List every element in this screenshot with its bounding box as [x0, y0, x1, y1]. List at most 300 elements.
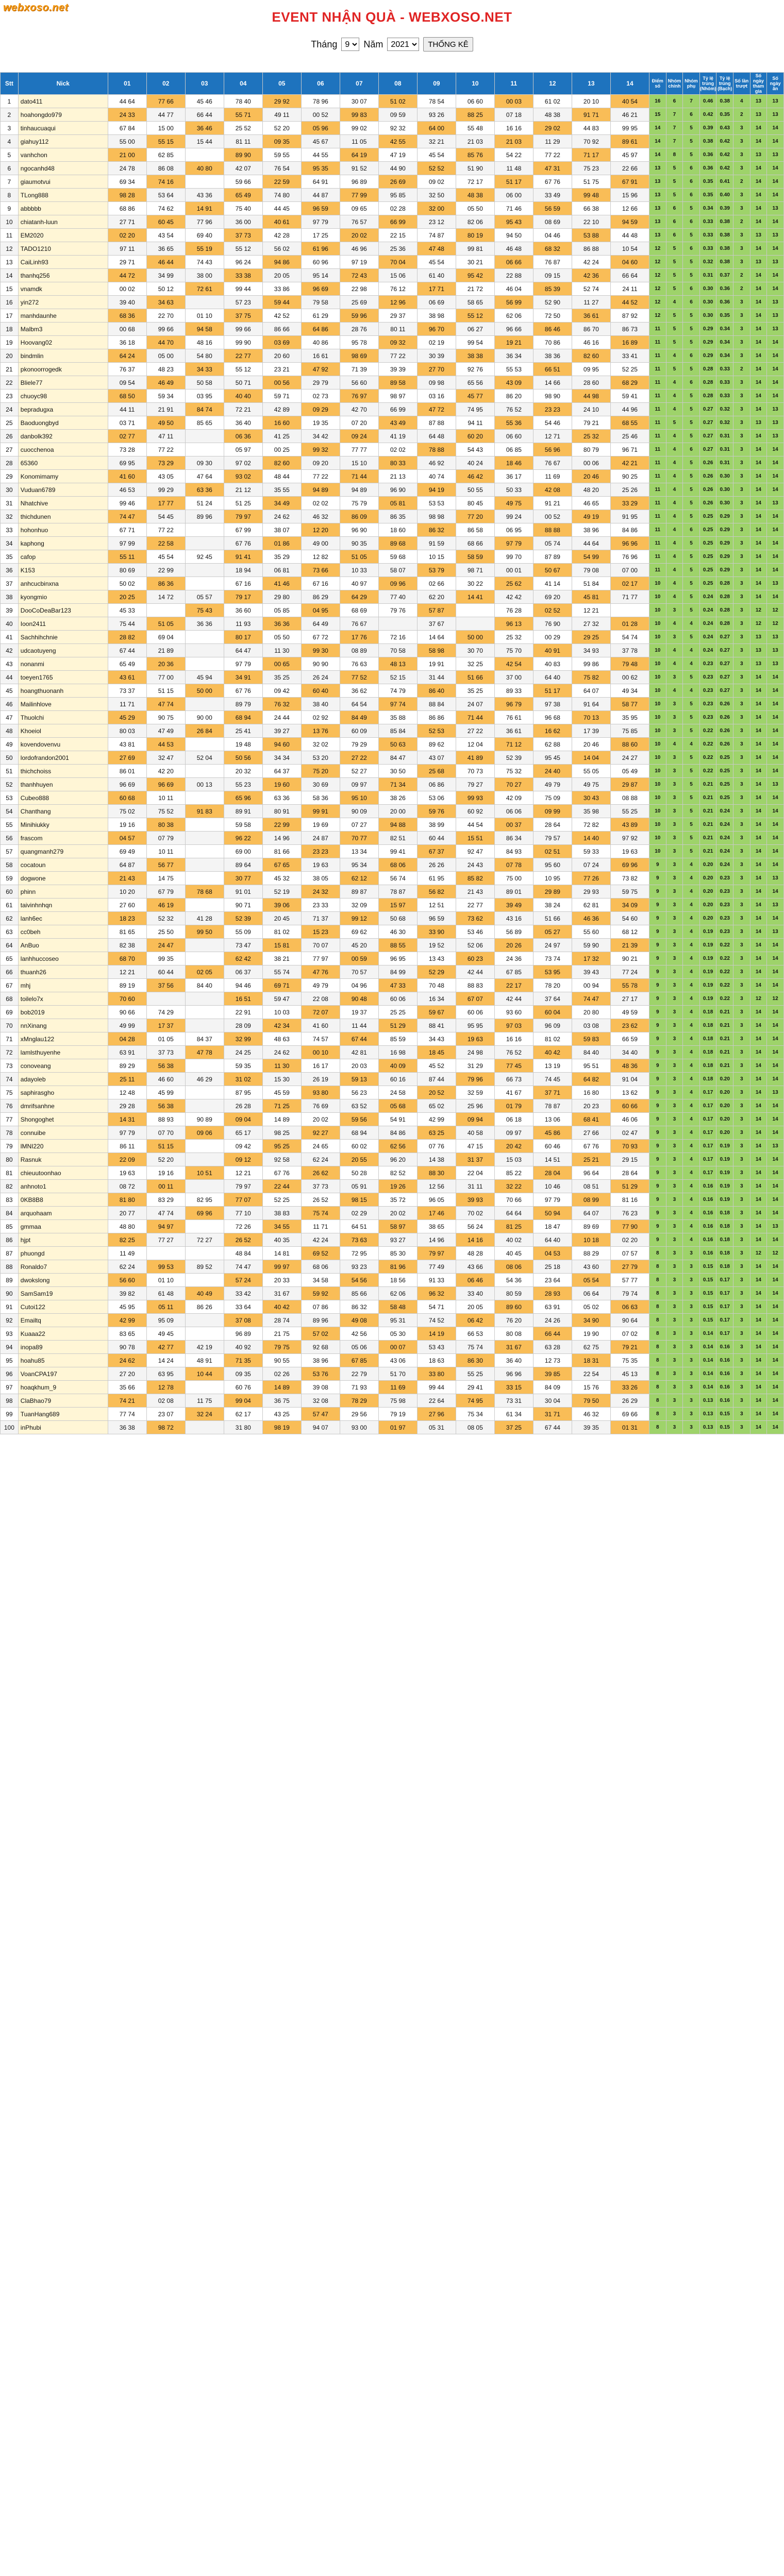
stat-cell: 0.25	[716, 778, 733, 791]
day-cell: 06 37	[224, 965, 262, 979]
day-cell: 90 66	[108, 1006, 146, 1019]
day-cell: 51 17	[533, 684, 572, 698]
stat-cell: 0.17	[699, 1126, 716, 1140]
day-cell: 65 56	[456, 376, 494, 389]
stat-cell: 0.24	[716, 805, 733, 818]
table-row	[1, 872, 784, 885]
stat-cell: 14	[750, 1381, 767, 1394]
stat-cell: 14	[750, 1260, 767, 1274]
stat-cell: 0.15	[716, 1421, 733, 1434]
day-cell: 52 53	[417, 724, 456, 738]
nick-cell: pkonoorrogedk	[18, 363, 108, 376]
day-cell: 68 36	[108, 309, 146, 323]
row-index: 43	[1, 657, 19, 671]
day-cell: 60 23	[456, 952, 494, 965]
day-cell: 38 24	[533, 899, 572, 912]
day-cell: 52 74	[572, 282, 610, 296]
day-cell: 43 60	[572, 1260, 610, 1274]
stat-cell: 0.18	[716, 1247, 733, 1260]
day-cell: 17 77	[146, 497, 185, 510]
column-header: 13	[572, 73, 610, 95]
day-cell: 25 36	[378, 242, 417, 256]
row-index: 20	[1, 349, 19, 363]
day-cell: 97 38	[533, 698, 572, 711]
day-cell: 84 86	[610, 523, 649, 537]
day-cell: 18 45	[417, 1046, 456, 1059]
day-cell: 51 75	[572, 175, 610, 189]
stat-cell: 3	[666, 885, 683, 899]
day-cell: 76 67	[340, 617, 378, 631]
day-cell: 26 62	[301, 1166, 340, 1180]
day-cell: 82 60	[572, 349, 610, 363]
stat-cell: 5	[683, 550, 700, 564]
day-cell: 48 16	[185, 336, 224, 349]
stat-cell: 14	[750, 1274, 767, 1287]
day-cell: 89 33	[494, 684, 533, 698]
day-cell: 56 60	[340, 376, 378, 389]
stat-cell: 12	[649, 269, 666, 282]
day-cell: 29 92	[262, 95, 301, 108]
stat-cell: 14	[767, 1166, 784, 1180]
day-cell: 93 23	[340, 1260, 378, 1274]
day-cell: 69 71	[262, 979, 301, 992]
day-cell: 24 87	[301, 832, 340, 845]
stat-cell: 9	[649, 965, 666, 979]
day-cell: 45 81	[572, 590, 610, 604]
row-index: 53	[1, 791, 19, 805]
stat-cell: 3	[666, 1166, 683, 1180]
table-row	[1, 1113, 784, 1126]
day-cell: 87 95	[224, 1086, 262, 1099]
stat-cell: 9	[649, 1180, 666, 1193]
day-cell: 06 06	[494, 805, 533, 818]
stat-cell: 6	[683, 443, 700, 456]
stat-cell: 14	[767, 1367, 784, 1381]
day-cell: 70 73	[456, 765, 494, 778]
stat-cell: 0.18	[699, 1059, 716, 1073]
stat-cell: 14	[767, 1381, 784, 1394]
stat-cell: 14	[767, 175, 784, 189]
stat-cell: 0.42	[716, 162, 733, 175]
stat-cell: 9	[649, 1140, 666, 1153]
day-cell: 68 94	[224, 711, 262, 724]
stat-cell: 14	[767, 832, 784, 845]
day-cell: 42 81	[340, 1046, 378, 1059]
stat-cell: 11	[649, 389, 666, 403]
day-cell: 91 21	[533, 497, 572, 510]
day-cell: 86 01	[108, 765, 146, 778]
day-cell: 57 87	[417, 604, 456, 617]
table-row	[1, 497, 784, 510]
stat-cell: 0.19	[699, 925, 716, 939]
day-cell: 66 73	[494, 1073, 533, 1086]
day-cell: 59 68	[378, 550, 417, 564]
stat-cell: 0.17	[716, 1287, 733, 1300]
stat-cell: 3	[666, 1327, 683, 1341]
table-row	[1, 135, 784, 148]
day-cell: 45 95	[108, 1300, 146, 1314]
day-cell: 19 16	[108, 818, 146, 832]
day-cell: 59 67	[417, 1006, 456, 1019]
row-index: 3	[1, 122, 19, 135]
day-cell: 90 71	[224, 899, 262, 912]
day-cell: 02 73	[301, 389, 340, 403]
stat-cell: 5	[683, 818, 700, 832]
day-cell: 69 52	[301, 1247, 340, 1260]
stat-cell: 9	[649, 1086, 666, 1099]
day-cell: 59 75	[610, 885, 649, 899]
day-cell: 31 67	[262, 1287, 301, 1300]
stat-cell: 5	[683, 229, 700, 242]
day-cell: 10 20	[108, 885, 146, 899]
day-cell: 95 34	[340, 858, 378, 872]
day-cell: 51 15	[146, 1140, 185, 1153]
day-cell: 14 72	[146, 590, 185, 604]
day-cell: 10 18	[572, 1233, 610, 1247]
stat-cell: 14	[767, 858, 784, 872]
day-cell: 00 29	[533, 631, 572, 644]
stat-cell: 14	[767, 483, 784, 497]
stat-cell: 0.16	[699, 1247, 716, 1260]
row-index: 31	[1, 497, 19, 510]
stat-cell: 0.27	[716, 657, 733, 671]
row-index: 25	[1, 416, 19, 430]
stat-cell: 6	[666, 202, 683, 215]
stat-cell: 3	[666, 1019, 683, 1032]
day-cell: 04 57	[108, 832, 146, 845]
day-cell: 86 30	[456, 1354, 494, 1367]
stat-cell: 4	[683, 1233, 700, 1247]
stat-cell: 14	[767, 818, 784, 832]
day-cell: 69 34	[108, 175, 146, 189]
nick-cell: Baoduongbyd	[18, 416, 108, 430]
day-cell: 43 49	[378, 416, 417, 430]
stat-cell: 9	[649, 912, 666, 925]
site-logo[interactable]: webxoso.net	[3, 2, 69, 13]
day-cell: 32 24	[185, 1408, 224, 1421]
day-cell: 42 77	[146, 1341, 185, 1354]
stat-cell: 9	[649, 1046, 666, 1059]
stat-cell: 0.24	[699, 631, 716, 644]
day-cell: 14 51	[533, 1153, 572, 1166]
stat-cell: 14	[750, 952, 767, 965]
day-cell: 41 60	[108, 470, 146, 483]
day-cell: 44 48	[610, 229, 649, 242]
stat-cell: 4	[683, 965, 700, 979]
stat-cell: 5	[666, 256, 683, 269]
day-cell: 75 34	[456, 1408, 494, 1421]
day-cell: 77 40	[378, 590, 417, 604]
stat-cell: 3	[733, 148, 750, 162]
day-cell: 24 43	[456, 858, 494, 872]
stat-cell: 14	[767, 135, 784, 148]
stat-cell: 3	[683, 1314, 700, 1327]
day-cell: 46 48	[494, 242, 533, 256]
stat-cell: 11	[649, 537, 666, 550]
day-cell: 45 29	[108, 711, 146, 724]
day-cell: 42 34	[262, 1019, 301, 1032]
stat-cell: 13	[767, 202, 784, 215]
day-cell	[185, 765, 224, 778]
day-cell: 44 90	[378, 162, 417, 175]
day-cell: 91 33	[417, 1274, 456, 1287]
stat-cell: 14	[767, 1019, 784, 1032]
stat-cell: 0.26	[699, 497, 716, 510]
day-cell	[185, 1247, 224, 1260]
stat-cell: 0.19	[699, 965, 716, 979]
stat-cell: 9	[649, 1207, 666, 1220]
stat-cell: 3	[733, 1220, 750, 1233]
stat-cell: 0.22	[716, 939, 733, 952]
stat-cell: 3	[666, 1046, 683, 1059]
stat-cell: 0.16	[699, 1220, 716, 1233]
day-cell: 59 34	[146, 389, 185, 403]
day-cell: 43 54	[146, 229, 185, 242]
day-cell: 74 95	[456, 1394, 494, 1408]
table-row	[1, 925, 784, 939]
day-cell: 02 77	[108, 430, 146, 443]
day-cell: 21 75	[262, 1327, 301, 1341]
month-select[interactable]	[341, 38, 359, 51]
day-cell: 06 00	[494, 189, 533, 202]
table-row	[1, 510, 784, 523]
day-cell: 81 25	[494, 1220, 533, 1233]
nick-cell: Konomimamy	[18, 470, 108, 483]
day-cell: 79 21	[572, 416, 610, 430]
day-cell: 48 13	[378, 657, 417, 671]
nick-cell: quangmanh279	[18, 845, 108, 858]
day-cell: 86 32	[340, 1300, 378, 1314]
day-cell: 90 89	[185, 1113, 224, 1126]
stat-cell: 4	[683, 1073, 700, 1086]
stat-cell: 3	[666, 939, 683, 952]
table-row	[1, 1300, 784, 1314]
row-index: 30	[1, 483, 19, 497]
day-cell: 40 54	[610, 95, 649, 108]
day-cell: 53 53	[417, 497, 456, 510]
day-cell: 51 02	[378, 95, 417, 108]
day-cell: 97 79	[301, 215, 340, 229]
day-cell: 04 53	[533, 1247, 572, 1260]
stat-cell: 5	[683, 564, 700, 577]
day-cell: 19 90	[572, 1327, 610, 1341]
stat-cell: 3	[733, 832, 750, 845]
stat-cell: 14	[767, 1059, 784, 1073]
table-row	[1, 1367, 784, 1381]
stat-cell: 0.15	[699, 1274, 716, 1287]
day-cell: 34 91	[224, 671, 262, 684]
stat-cell: 3	[733, 456, 750, 470]
day-cell: 75 44	[108, 617, 146, 631]
day-cell: 44 96	[610, 403, 649, 416]
table-row	[1, 215, 784, 229]
day-cell: 50 63	[378, 738, 417, 751]
day-cell: 33 80	[417, 1367, 456, 1381]
stat-cell: 14	[750, 858, 767, 872]
stat-cell: 3	[733, 1421, 750, 1434]
day-cell: 55 11	[108, 550, 146, 564]
day-cell: 27 70	[417, 363, 456, 376]
stat-cell: 13	[767, 577, 784, 590]
day-cell: 00 65	[262, 657, 301, 671]
day-cell: 22 44	[262, 1180, 301, 1193]
stat-cell: 0.19	[699, 939, 716, 952]
day-cell: 66 53	[456, 1327, 494, 1341]
stat-cell: 0.43	[716, 122, 733, 135]
day-cell: 56 96	[533, 443, 572, 456]
table-row	[1, 564, 784, 577]
day-cell: 62 06	[494, 309, 533, 323]
day-cell: 76 57	[340, 215, 378, 229]
stat-cell: 13	[767, 309, 784, 323]
day-cell: 34 99	[146, 269, 185, 282]
day-cell: 29 25	[572, 631, 610, 644]
day-cell: 89 60	[494, 1300, 533, 1314]
day-cell: 74 57	[301, 1032, 340, 1046]
stat-cell: 0.24	[716, 832, 733, 845]
day-cell: 62 56	[378, 1140, 417, 1153]
day-cell: 29 89	[533, 885, 572, 899]
table-row	[1, 148, 784, 162]
day-cell: 06 66	[494, 256, 533, 269]
table-row	[1, 1032, 784, 1046]
day-cell: 45 52	[417, 1059, 456, 1073]
stat-cell: 13	[767, 323, 784, 336]
stat-cell: 0.27	[716, 644, 733, 657]
day-cell: 02 19	[417, 336, 456, 349]
day-cell: 15 03	[494, 1153, 533, 1166]
stat-cell: 13	[750, 108, 767, 122]
day-cell: 40 35	[262, 1233, 301, 1247]
day-cell: 68 66	[456, 537, 494, 550]
day-cell: 56 59	[533, 202, 572, 215]
stat-cell: 5	[683, 510, 700, 523]
year-select[interactable]	[387, 38, 419, 51]
stat-cell: 0.24	[716, 845, 733, 858]
day-cell: 64 47	[224, 644, 262, 657]
day-cell: 70 57	[340, 965, 378, 979]
day-cell: 84 09	[533, 1381, 572, 1394]
day-cell: 30 69	[301, 778, 340, 791]
day-cell: 88 55	[378, 939, 417, 952]
day-cell: 05 06	[340, 1341, 378, 1354]
stat-cell: 7	[666, 122, 683, 135]
day-cell: 64 64	[494, 1207, 533, 1220]
day-cell: 21 89	[146, 644, 185, 657]
day-cell: 50 00	[185, 684, 224, 698]
day-cell: 91 52	[340, 162, 378, 175]
stat-cell: 3	[683, 1274, 700, 1287]
day-cell: 11 69	[533, 470, 572, 483]
day-cell: 32 50	[417, 189, 456, 202]
nick-cell: Nhatchive	[18, 497, 108, 510]
nick-cell: Ronaldo7	[18, 1260, 108, 1274]
day-cell: 44 83	[572, 122, 610, 135]
day-cell: 44 55	[301, 148, 340, 162]
stat-cell: 4	[683, 1046, 700, 1059]
row-index: 23	[1, 389, 19, 403]
day-cell: 39 82	[108, 1287, 146, 1300]
stat-cell: 3	[733, 711, 750, 724]
stat-cell: 4	[683, 858, 700, 872]
day-cell: 45 94	[185, 671, 224, 684]
nick-cell: adayoleb	[18, 1073, 108, 1086]
stat-cell: 5	[666, 282, 683, 296]
day-cell: 93 60	[494, 1006, 533, 1019]
day-cell: 67 76	[224, 537, 262, 550]
stat-cell: 6	[683, 349, 700, 363]
day-cell: 77 07	[224, 1193, 262, 1207]
row-index: 5	[1, 148, 19, 162]
day-cell: 55 23	[224, 778, 262, 791]
stat-cell: 4	[683, 872, 700, 885]
day-cell: 54 45	[146, 510, 185, 523]
day-cell: 71 44	[456, 711, 494, 724]
day-cell: 36 40	[494, 1354, 533, 1367]
day-cell: 22 99	[262, 818, 301, 832]
day-cell: 36 61	[572, 309, 610, 323]
stat-cell: 0.21	[716, 1019, 733, 1032]
day-cell: 84 93	[494, 845, 533, 858]
stat-cell: 10	[649, 711, 666, 724]
day-cell: 67 37	[417, 845, 456, 858]
stat-cell: 14	[767, 1046, 784, 1059]
day-cell: 74 95	[456, 403, 494, 416]
day-cell: 35 95	[610, 711, 649, 724]
stat-cell: 5	[683, 309, 700, 323]
day-cell: 55 15	[146, 135, 185, 148]
table-row	[1, 1341, 784, 1354]
day-cell: 00 06	[572, 456, 610, 470]
day-cell: 10 51	[185, 1166, 224, 1180]
stat-cell: 3	[666, 1073, 683, 1086]
column-header: Số lần trượt	[733, 73, 750, 95]
day-cell: 99 54	[456, 336, 494, 349]
day-cell: 45 54	[146, 550, 185, 564]
day-cell: 94 07	[301, 1421, 340, 1434]
day-cell: 54 43	[456, 443, 494, 456]
day-cell: 85 66	[340, 1287, 378, 1300]
stat-cell: 14	[767, 671, 784, 684]
stat-cell: 13	[767, 644, 784, 657]
nick-cell: Cubeo888	[18, 791, 108, 805]
day-cell: 75 00	[494, 872, 533, 885]
day-cell: 01 97	[378, 1421, 417, 1434]
stat-cell: 14	[750, 832, 767, 845]
day-cell: 24 62	[262, 1046, 301, 1059]
day-cell: 12 66	[610, 202, 649, 215]
table-row	[1, 778, 784, 791]
day-cell: 69 20	[533, 590, 572, 604]
day-cell: 09 30	[185, 456, 224, 470]
day-cell: 52 27	[340, 765, 378, 778]
stat-cell: 0.16	[716, 1367, 733, 1381]
day-cell: 65 02	[417, 1099, 456, 1113]
day-cell: 05 57	[185, 590, 224, 604]
stat-cell: 3	[666, 1408, 683, 1421]
table-row	[1, 912, 784, 925]
day-cell: 02 17	[610, 577, 649, 590]
stat-cell: 14	[750, 1032, 767, 1046]
day-cell: 04 28	[108, 1032, 146, 1046]
day-cell: 63 91	[533, 1300, 572, 1314]
day-cell: 84 47	[378, 751, 417, 765]
stat-button[interactable]: THỐNG KÊ	[423, 37, 473, 52]
stat-cell: 3	[683, 1260, 700, 1274]
stat-cell: 3	[733, 1394, 750, 1408]
day-cell: 49 34	[610, 684, 649, 698]
stat-cell: 13	[750, 148, 767, 162]
